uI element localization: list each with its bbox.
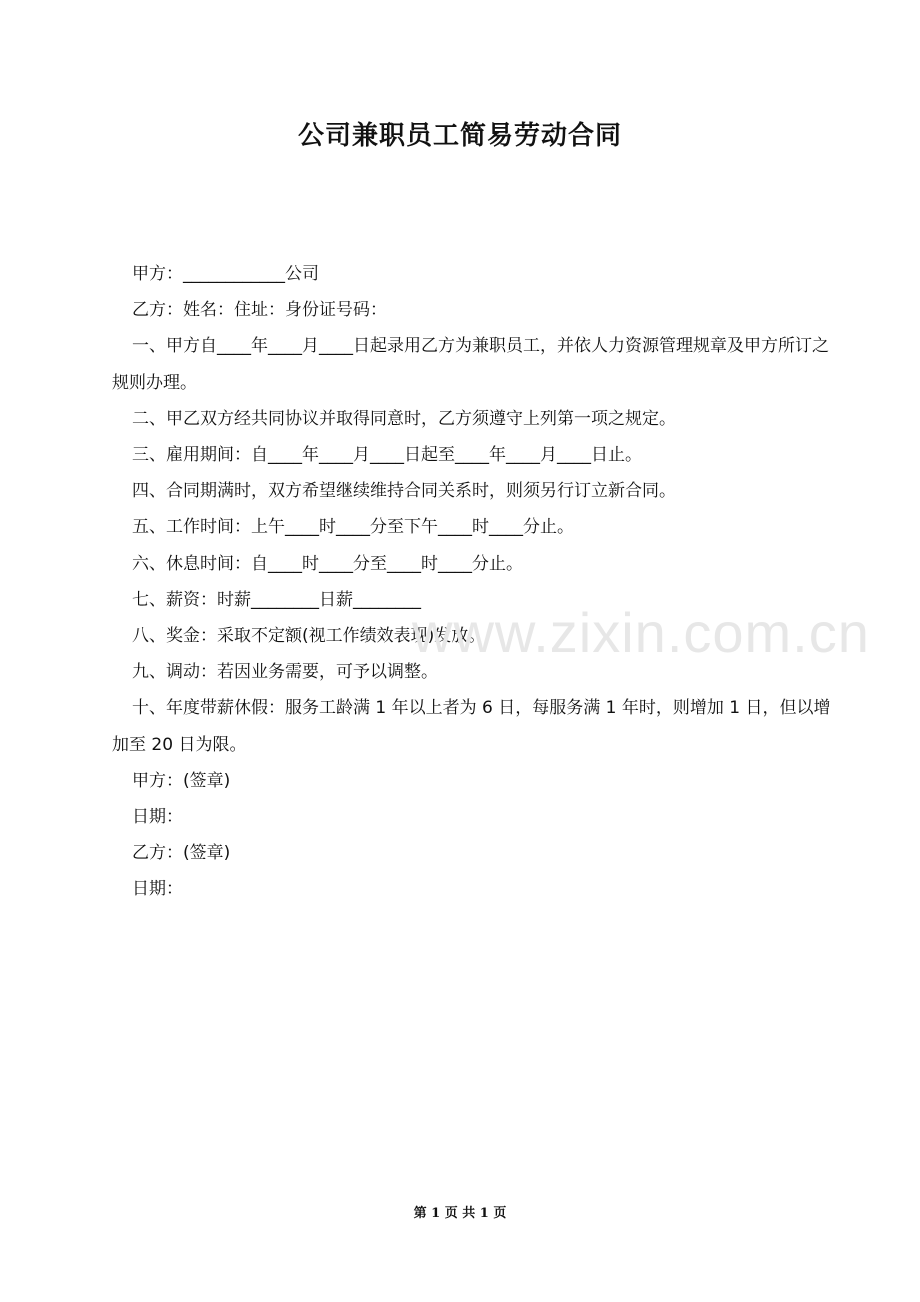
clause-3: 三、雇用期间：自____年____月____日起至____年____月____日止。 [132,445,642,466]
clause-4: 四、合同期满时，双方希望继续维持合同关系时，则须另行订立新合同。 [132,481,676,502]
page-number-footer: 第 1 页 共 1 页 [413,1206,507,1221]
clause-10: 十、年度带薪休假：服务工龄满 1 年以上者为 6 日，每服务满 1 年时，则增加 1 日，但以增加至 20 日为限。 [112,698,831,755]
clause-6: 六、休息时间：自____时____分至____时____分止。 [132,553,523,574]
document-title: 公司兼职员工简易劳动合同 [297,121,622,151]
clause-5: 五、工作时间：上午____时____分至下午____时____分止。 [132,517,574,538]
clause-1: 一、甲方自____年____月____日起录用乙方为兼职员工，并依人力资源管理规章及甲方所订之规则办理。 [112,336,829,393]
contract-body [112,256,832,908]
party-b-line: 乙方：姓名：住址：身份证号码： [132,300,387,321]
party-b-date: 日期： [132,879,183,900]
clause-2: 二、甲乙双方经共同协议并取得同意时，乙方须遵守上列第一项之规定。 [132,408,676,429]
watermark: www.zixin.com.cn [412,601,870,664]
clause-9: 九、调动：若因业务需要，可予以调整。 [132,662,438,683]
party-b-signature: 乙方：(签章) [132,843,231,864]
clause-8: 八、奖金：采取不定额(视工作绩效表现)发放。 [132,626,486,647]
party-a-signature: 甲方：(签章) [132,770,231,791]
party-a-date: 日期： [132,807,183,828]
party-a-line: 甲方：____________公司 [132,264,319,284]
clause-7: 七、薪资：时薪________日薪________ [132,589,421,610]
